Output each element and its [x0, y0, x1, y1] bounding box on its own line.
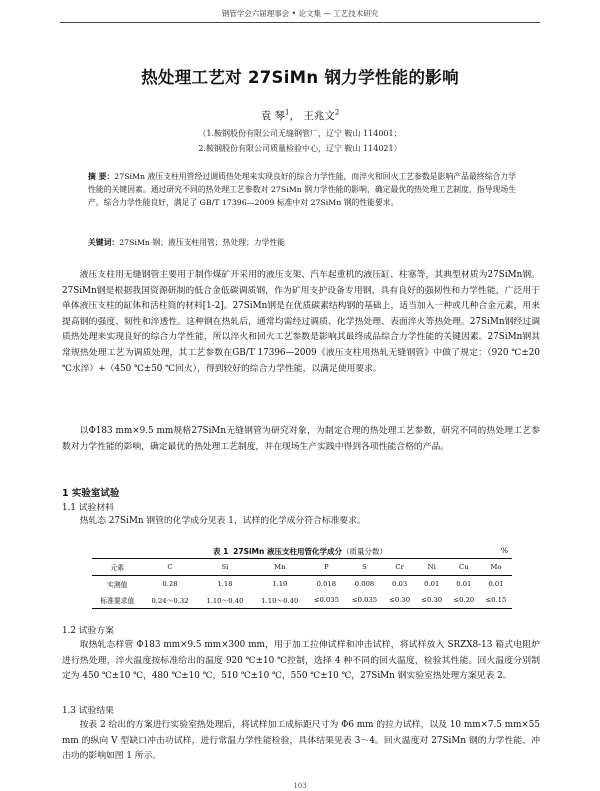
intro-paragraph: 以Φ183 mm×9.5 mm规格27SiMn无缝钢管为研究对象，为制定合理的热处理工艺参数，研究不同的热处理工艺参数对力学性能的影响，确定最优的热处理工艺制度，并在现场生产实践中得到各项性能合格的产品。: [62, 426, 540, 452]
table-cell: 标准要求值: [100, 597, 135, 605]
table-cell: 0.01: [424, 580, 440, 588]
intro-paragraph: 液压支柱用无缝钢管主要用于制作煤矿开采用的液压支架、汽车起重机的液压缸、柱塞等，其典型材质为27SiMn钢。27SiMn钢是根据我国资源研制的低合金低碳调质钢，作为矿用支护设备专用钢，具有良好的强韧性和力学性能，广泛用于单体液压支柱的缸体和活柱筒的材料[1-2]。27SiMn钢是在优质碳素结构钢的基础上，适当加入一种或几种合金元素，用来提高钢的强度、韧性和淬透性。这种钢在热轧后，通常均需经过调质、化学热处理、表面淬火等热处理。27SiMn钢经过调质热处理来实现良好的综合力学性能，所以淬火和回火工艺参数是影响其最终成品综合力学性能的关键因素。27SiMn钢其常规热处理工艺为调质处理，其工艺参数在GB/T 17396—2009《液压支柱用热轧无缝钢管》中做了规定：（920 ℃±20 ℃水淬）+（450 ℃±50 ℃回火），得到较好的综合力学性能，以满足使用要求。: [62, 270, 540, 374]
table-cell: 0.24～0.32: [151, 597, 189, 605]
table-cell: 0.01: [456, 580, 472, 588]
paper-title: 热处理工艺对 27SiMn 钢力学性能的影响: [141, 68, 459, 87]
table-cell: ≤0.20: [453, 596, 475, 604]
author-name: 袁 琴: [260, 110, 286, 122]
table-cell: ≤0.30: [389, 596, 411, 604]
author-affil-mark: 2: [334, 108, 340, 117]
abstract-text: 27SiMn 液压支柱用管经过调质热处理来实现良好的综合力学性能，而淬火和回火工艺参数是影响产品最终综合力学性能的关键因素。通过研究不同的热处理工艺参数对 27SiMn 钢力学性能的影响，确定最优的热处理工艺制度，指导现场生产。综合力学性能良好，满足了 GB/T 17396—2009 标准中对 27SiMn 钢的性能要求。: [88, 172, 516, 208]
table-cell: ≤0.035: [351, 596, 378, 604]
body-paragraph: 取热轧态样管 Φ183 mm×9.5 mm×300 mm，用于加工拉伸试样和冲击试样，将试样放入 SRZX8-13 箱式电阻炉进行热处理，淬火温度按标准给出的温度 920 ℃±10 ℃控制，选择 4 种不同的回火温度，检验其性能。回火温度分别制定为 450 ℃±10 ℃，480 ℃±10 ℃，510 ℃±10 ℃，550 ℃±10 ℃，27SiMn 钢实验室热处理方案见表 2。: [62, 640, 540, 682]
subsection-heading: 1.2 试验方案: [62, 626, 114, 636]
table-header-cell: C: [167, 563, 173, 571]
table-header-cell: Mn: [274, 563, 286, 571]
table-header-cell: 元素: [110, 564, 125, 572]
table-cell: 0.018: [316, 580, 337, 588]
table-cell: 1.18: [217, 580, 233, 588]
abstract-label: 摘 要：: [88, 172, 115, 181]
table-title: 27SiMn 液压支柱用管化学成分: [233, 547, 342, 556]
table-row: [92, 576, 512, 593]
table-cell: 0.03: [392, 580, 408, 588]
affiliation-2: 2.鞍钢股份有限公司质量检验中心，辽宁 鞍山 114021）: [198, 144, 402, 153]
running-head: 钢管学会六届理事会 • 论文集 — 工艺技术研究: [221, 9, 379, 18]
composition-table: [92, 558, 512, 609]
table-cell: 1.10～0.40: [261, 597, 299, 605]
table-number: 表 1: [213, 547, 229, 556]
table-header-cell: S: [362, 563, 367, 571]
section-heading: 1 实验室试验: [62, 488, 120, 499]
table-header-cell: Mo: [490, 563, 502, 571]
table-cell: 1.19: [272, 580, 288, 588]
table-caption: [0, 546, 600, 557]
table-header-cell: Si: [221, 563, 229, 571]
author-line: 袁 琴$^1$， 王兆文$^2$: [260, 108, 340, 122]
table-cell: 0.008: [354, 580, 375, 588]
table-cell: 0.01: [488, 580, 504, 588]
table-header-cell: Cr: [395, 563, 404, 571]
keywords-label: 关键词：: [88, 238, 120, 247]
affiliation-1: （1.鞍钢股份有限公司无缝钢管厂，辽宁 鞍山 114001；: [198, 129, 402, 138]
table-cell: 实测值: [107, 581, 128, 589]
table-cell: 1.10～0.40: [206, 597, 244, 605]
abstract: [88, 170, 516, 210]
page-number: 103: [293, 782, 307, 790]
author-name: 王兆文: [303, 110, 335, 122]
table-header-row: [92, 559, 512, 576]
body-paragraph: 热轧态 27SiMn 钢管的化学成分见表 1，试样的化学成分符合标准要求。: [79, 516, 366, 526]
author-affil-mark: 1: [285, 108, 290, 117]
table-header-cell: Cu: [459, 563, 469, 571]
subsection-heading: 1.1 试验材料: [62, 503, 114, 513]
header-rule: [60, 22, 540, 23]
table-header-cell: P: [324, 563, 329, 571]
table-header-cell: Ni: [427, 563, 436, 571]
table-unit: %: [500, 546, 508, 555]
table-row: [92, 592, 512, 609]
keywords: [88, 236, 516, 249]
table-cell: ≤0.15: [485, 596, 507, 604]
table-cell: 0.28: [162, 580, 178, 588]
table-cell: ≤0.035: [313, 596, 339, 604]
table-note: （质量分数）: [341, 547, 387, 556]
body-paragraph: 按表 2 给出的方案进行实验室热处理后，将试样加工成标距尺寸为 Φ6 mm 的拉力试样，以及 10 mm×7.5 mm×55 mm 的纵向 V 型缺口冲击功试样，进行常温力学性能检验，具体结果见表 3～4。回火温度对 27SiMn 钢的力学性能、冲击功的影响如图 1 所示。: [62, 720, 540, 762]
subsection-heading: 1.3 试验结果: [62, 706, 114, 716]
keywords-text: 27SiMn 钢；液压支柱用管；热处理；力学性能: [119, 238, 285, 247]
table-cell: ≤0.30: [421, 596, 443, 604]
